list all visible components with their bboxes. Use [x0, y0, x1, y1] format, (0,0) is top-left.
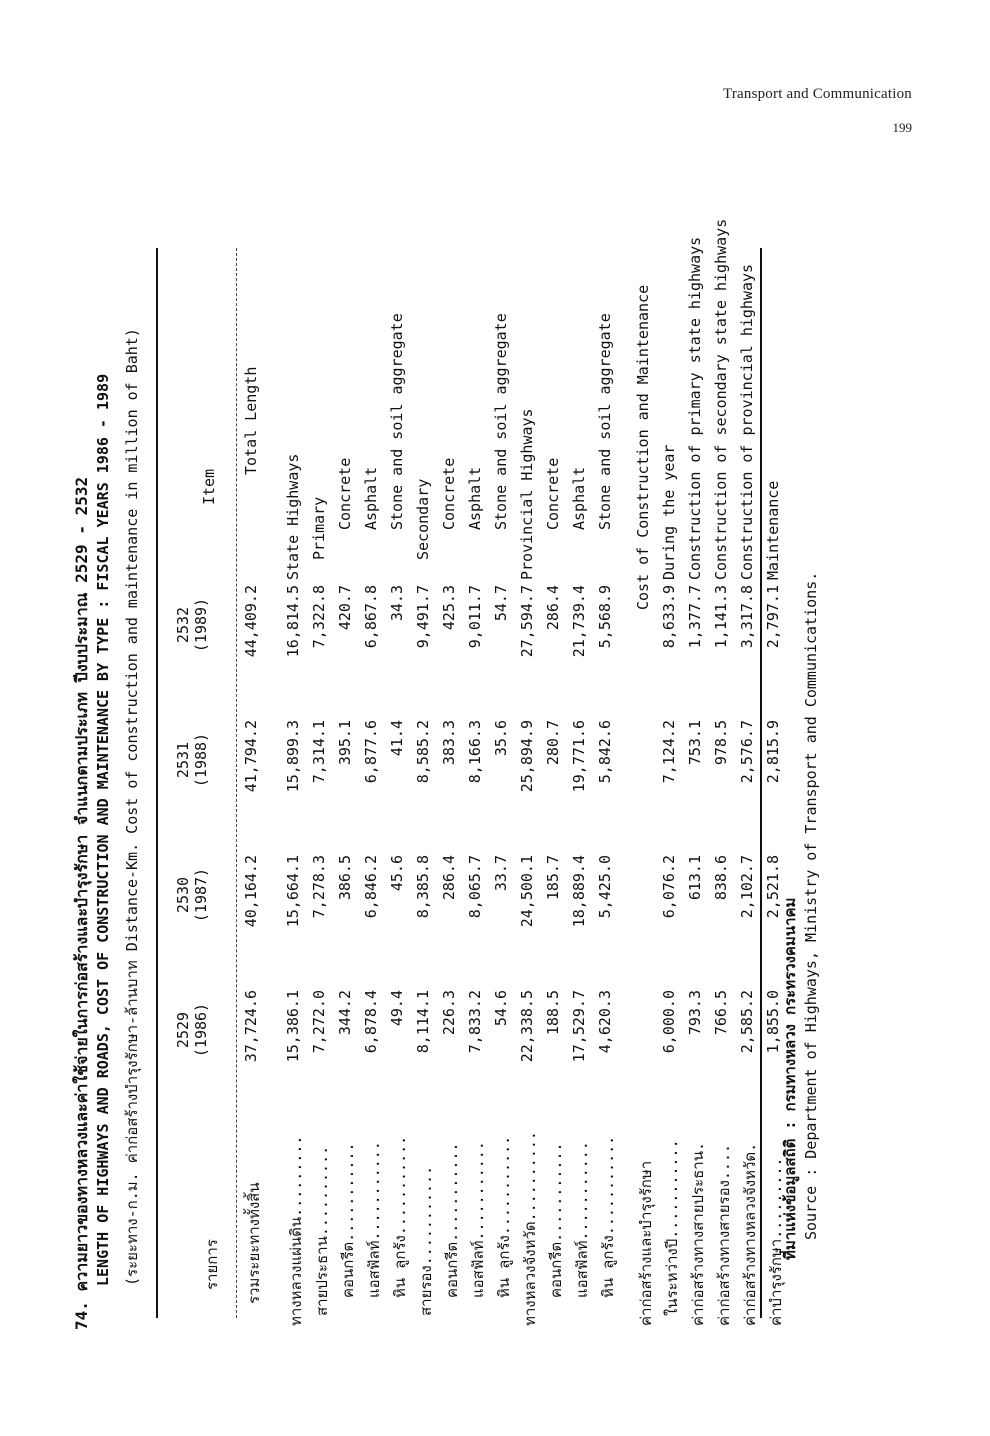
table-cell-value: 7,833.2: [466, 990, 484, 1054]
section-header: Transport and Communication: [722, 86, 912, 102]
table-cell-value: 286.4: [440, 855, 458, 901]
table-cell-value: 386.5: [336, 855, 354, 901]
year-header: [174, 990, 210, 1070]
table-cell-value: 2,102.7: [738, 855, 756, 919]
row-label-english: During the year: [660, 444, 678, 580]
table-cell-value: 8,114.1: [414, 990, 432, 1054]
table-cell-value: 8,166.3: [466, 720, 484, 784]
table-cell-value: 8,065.7: [466, 855, 484, 919]
table-cell-value: 7,124.2: [660, 720, 678, 784]
row-label-english: Construction of secondary state highways: [712, 218, 730, 580]
table-cell-value: 793.3: [686, 990, 704, 1036]
table-cell-value: 15,386.1: [284, 990, 302, 1063]
table-cell-value: 3,317.8: [738, 585, 756, 649]
table-cell-value: 44,409.2: [242, 585, 260, 658]
table-cell-value: 2,797.1: [764, 585, 782, 649]
row-label-english: Stone and soil aggregate: [388, 313, 406, 530]
row-label-english: Construction of provincial highways: [738, 263, 756, 580]
row-label-thai: หิน ลูกรัง...........: [599, 1135, 617, 1298]
table-cell-value: 8,385.8: [414, 855, 432, 919]
row-label-thai: ในระหว่างปี...........: [663, 1139, 681, 1316]
row-label-english: Stone and soil aggregate: [596, 313, 614, 530]
title-thai: 74. ความยาวของทางหลวงและค่าใช้จ่ายในการก่อสร้างและบำรุงรักษา จำแนกตามประเภท ปีงบประมาณ 2529 - 2532: [72, 476, 91, 1330]
title-units: (ระยะทาง-ก.ม. ค่าก่อสร้างบำรุงรักษา-ล้านบาท Distance-Km. Cost of construction and maintenance in million of Baht): [123, 328, 141, 1286]
row-label-english: Cost of Construction and Maintenance: [634, 284, 652, 610]
table-cell-value: 420.7: [336, 585, 354, 631]
table-cell-value: 19,771.6: [570, 720, 588, 793]
table-cell-value: 45.6: [388, 855, 406, 892]
row-label-english: Concrete: [440, 457, 458, 530]
header-divider: [236, 248, 237, 1318]
table-cell-value: 34.3: [388, 585, 406, 622]
page-number: 199: [892, 120, 912, 135]
table-cell-value: 41,794.2: [242, 720, 260, 793]
year-be: 2529: [174, 1011, 192, 1049]
table-cell-value: 753.1: [686, 720, 704, 766]
table-cell-value: 15,664.1: [284, 855, 302, 928]
table-cell-value: 286.4: [544, 585, 562, 631]
row-label-thai: ค่าก่อสร้างทางสายประธาน.: [689, 1141, 707, 1326]
year-ce: (1987): [192, 867, 210, 923]
table-cell-value: 6,867.8: [362, 585, 380, 649]
table-cell-value: 188.5: [544, 990, 562, 1036]
table-cell-value: 5,842.6: [596, 720, 614, 784]
table-cell-value: 185.7: [544, 855, 562, 901]
table-cell-value: 5,425.0: [596, 855, 614, 919]
source-thai: ที่มาแห่งข้อมูลสถิติ : กรมทางหลวง กระทรวงคมนาคม: [781, 897, 799, 1260]
table-cell-value: 1,855.0: [764, 990, 782, 1054]
year-be: 2531: [174, 741, 192, 779]
table-cell-value: 1,377.7: [686, 585, 704, 649]
table-cell-value: 54.6: [492, 990, 510, 1027]
table-cell-value: 27,594.7: [518, 585, 536, 658]
row-label-thai: ค่าก่อสร้างทางหลวงจังหวัด.: [741, 1142, 759, 1326]
table-cell-value: 49.4: [388, 990, 406, 1027]
table-cell-value: 226.3: [440, 990, 458, 1036]
row-label-english: Provincial Highways: [518, 408, 536, 580]
row-label-english: Total Length: [242, 366, 260, 475]
year-header: [174, 585, 210, 665]
row-label-thai: คอนกรีต...........: [443, 1142, 461, 1298]
row-label-english: Primary: [310, 496, 328, 560]
row-label-english: Asphalt: [362, 466, 380, 530]
table-cell-value: 838.6: [712, 855, 730, 901]
row-label-english: Asphalt: [570, 466, 588, 530]
table-cell-value: 6,878.4: [362, 990, 380, 1054]
table-cell-value: 7,322.8: [310, 585, 328, 649]
row-label-thai: คอนกรีต...........: [547, 1142, 565, 1298]
row-label-thai: ทางหลวงจังหวัด..........: [521, 1131, 539, 1326]
table-cell-value: 9,491.7: [414, 585, 432, 649]
row-label-english: Secondary: [414, 478, 432, 560]
table-cell-value: 1,141.3: [712, 585, 730, 649]
table-cell-value: 2,576.7: [738, 720, 756, 784]
row-label-thai: แอสฟัลท์...........: [469, 1141, 487, 1298]
table-cell-value: 6,877.6: [362, 720, 380, 784]
table-cell-value: 37,724.6: [242, 990, 260, 1063]
table-cell-value: 6,000.0: [660, 990, 678, 1054]
year-be: 2530: [174, 876, 192, 914]
table-cell-value: 4,620.3: [596, 990, 614, 1054]
row-label-thai: แอสฟัลท์...........: [365, 1141, 383, 1298]
row-label-english: Concrete: [336, 457, 354, 530]
year-header: [174, 720, 210, 800]
row-label-thai: ทางหลวงแผ่นดิน.........: [287, 1135, 305, 1326]
row-label-thai: คอนกรีต...........: [339, 1142, 357, 1298]
table-cell-value: 2,815.9: [764, 720, 782, 784]
table-cell-value: 280.7: [544, 720, 562, 766]
table-cell-value: 33.7: [492, 855, 510, 892]
table-cell-value: 40,164.2: [242, 855, 260, 928]
table-cell-value: 6,076.2: [660, 855, 678, 919]
table-cell-value: 978.5: [712, 720, 730, 766]
table-cell-value: 54.7: [492, 585, 510, 622]
table-cell-value: 41.4: [388, 720, 406, 757]
rotated-table-page: [70, 218, 930, 1330]
table-cell-value: 2,521.8: [764, 855, 782, 919]
table-cell-value: 8,633.9: [660, 585, 678, 649]
year-ce: (1986): [192, 1002, 210, 1058]
row-label-thai: หิน ลูกรัง...........: [391, 1135, 409, 1298]
row-label-thai: ค่าบำรุงรักษา.........: [767, 1157, 785, 1326]
table-cell-value: 35.6: [492, 720, 510, 757]
table-cell-value: 383.3: [440, 720, 458, 766]
table-cell-value: 6,846.2: [362, 855, 380, 919]
year-be: 2532: [174, 606, 192, 644]
year-ce: (1988): [192, 732, 210, 788]
table-cell-value: 17,529.7: [570, 990, 588, 1063]
row-label-thai: หิน ลูกรัง...........: [495, 1135, 513, 1298]
row-label-thai: สายรอง...........: [417, 1165, 435, 1316]
year-ce: (1989): [192, 597, 210, 653]
row-label-thai: ค่าก่อสร้างทางสายรอง....: [715, 1143, 733, 1326]
table-top-rule: [156, 248, 158, 1318]
title-english: LENGTH OF HIGHWAYS AND ROADS, COST OF CONSTRUCTION AND MAINTENANCE BY TYPE : FISCAL YEARS 1986 - 1989: [94, 373, 112, 1286]
row-label-thai: แอสฟัลท์...........: [573, 1141, 591, 1298]
table-cell-value: 21,739.4: [570, 585, 588, 658]
table-cell-value: 613.1: [686, 855, 704, 901]
column-header-thai: รายการ: [203, 1239, 221, 1290]
year-header: [174, 855, 210, 935]
row-label-thai: สายประธาน..........: [313, 1145, 331, 1316]
table-cell-value: 9,011.7: [466, 585, 484, 649]
row-label-english: Construction of primary state highways: [686, 236, 704, 580]
table-cell-value: 425.3: [440, 585, 458, 631]
row-label-thai: รวมระยะทางทั้งสิ้น: [245, 1182, 263, 1304]
table-cell-value: 18,889.4: [570, 855, 588, 928]
row-label-english: Asphalt: [466, 466, 484, 530]
row-label-thai: ค่าก่อสร้างและบำรุงรักษา: [637, 1160, 655, 1326]
row-label-english: Maintenance: [764, 480, 782, 580]
table-cell-value: 8,585.2: [414, 720, 432, 784]
table-cell-value: 15,899.3: [284, 720, 302, 793]
table-cell-value: 22,338.5: [518, 990, 536, 1063]
table-cell-value: 7,314.1: [310, 720, 328, 784]
table-cell-value: 2,585.2: [738, 990, 756, 1054]
table-cell-value: 7,272.0: [310, 990, 328, 1054]
table-cell-value: 5,568.9: [596, 585, 614, 649]
table-cell-value: 395.1: [336, 720, 354, 766]
table-cell-value: 24,500.1: [518, 855, 536, 928]
column-header-item: Item: [200, 468, 218, 505]
table-cell-value: 16,814.5: [284, 585, 302, 658]
table-cell-value: 7,278.3: [310, 855, 328, 919]
row-label-english: Stone and soil aggregate: [492, 313, 510, 530]
table-cell-value: 25,894.9: [518, 720, 536, 793]
row-label-english: State Highways: [284, 453, 302, 580]
row-label-english: Concrete: [544, 457, 562, 530]
source-english: Source : Department of Highways, Ministry of Transport and Communications.: [802, 571, 820, 1240]
table-cell-value: 766.5: [712, 990, 730, 1036]
table-cell-value: 344.2: [336, 990, 354, 1036]
